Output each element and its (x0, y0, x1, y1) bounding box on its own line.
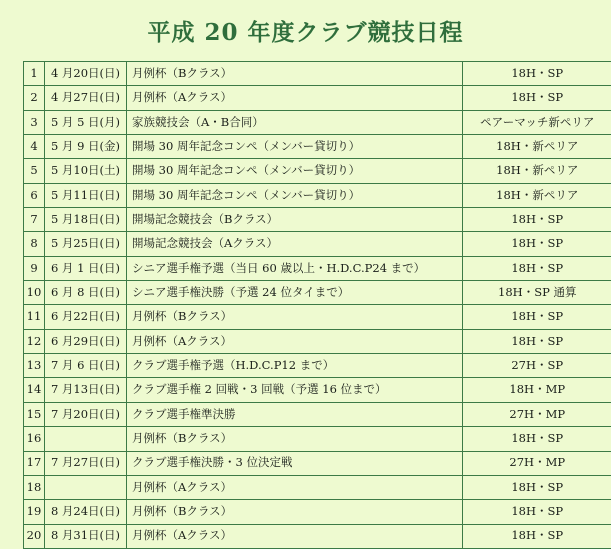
row-date: 6 月 1 日(日) (45, 256, 127, 280)
row-event: クラブ選手権 2 回戦・3 回戦（予選 16 位まで） (127, 378, 463, 402)
table-row (24, 305, 611, 329)
table-row (24, 402, 611, 426)
row-event: 月例杯（Aクラス） (127, 86, 463, 110)
row-format: 18H・SP (463, 329, 611, 353)
table-row (24, 256, 611, 280)
row-event: シニア選手権決勝（予選 24 位タイまで） (127, 281, 463, 305)
table-row (24, 135, 611, 159)
row-number: 1 (24, 62, 45, 86)
table-row (24, 183, 611, 207)
row-number: 5 (24, 159, 45, 183)
row-event: 月例杯（Aクラス） (127, 329, 463, 353)
row-number: 7 (24, 208, 45, 232)
row-date: 8 月24日(日) (45, 500, 127, 524)
row-format: 18H・SP (463, 427, 611, 451)
table-row (24, 329, 611, 353)
row-format: 27H・MP (463, 451, 611, 475)
row-date: 5 月25日(日) (45, 232, 127, 256)
row-event: 月例杯（Bクラス） (127, 500, 463, 524)
table-row (24, 208, 611, 232)
row-format: 18H・SP (463, 62, 611, 86)
row-date: 7 月20日(日) (45, 402, 127, 426)
row-number: 13 (24, 354, 45, 378)
row-date: 4 月27日(日) (45, 86, 127, 110)
row-format: 18H・新ペリア (463, 135, 611, 159)
row-number: 20 (24, 524, 45, 548)
table-row (24, 86, 611, 110)
row-format: 18H・新ペリア (463, 159, 611, 183)
row-number: 10 (24, 281, 45, 305)
row-date: 5 月 9 日(金) (45, 135, 127, 159)
row-event: 開場 30 周年記念コンペ（メンバー貸切り） (127, 135, 463, 159)
row-number: 3 (24, 110, 45, 134)
row-number: 19 (24, 500, 45, 524)
row-event: 月例杯（Bクラス） (127, 427, 463, 451)
row-date: 4 月20日(日) (45, 62, 127, 86)
row-event: 月例杯（Aクラス） (127, 524, 463, 548)
row-date: 5 月10日(土) (45, 159, 127, 183)
row-number: 14 (24, 378, 45, 402)
row-format: 18H・SP (463, 208, 611, 232)
table-row (24, 451, 611, 475)
row-event: 開場 30 周年記念コンペ（メンバー貸切り） (127, 183, 463, 207)
row-event: 月例杯（Bクラス） (127, 305, 463, 329)
row-format: 18H・SP (463, 232, 611, 256)
row-date (45, 475, 127, 499)
row-date: 8 月31日(日) (45, 524, 127, 548)
row-date: 6 月22日(日) (45, 305, 127, 329)
table-row (24, 427, 611, 451)
row-date: 7 月13日(日) (45, 378, 127, 402)
table-row (24, 475, 611, 499)
row-format: 18H・SP (463, 524, 611, 548)
table-row (24, 281, 611, 305)
row-event: シニア選手権予選（当日 60 歳以上・H.D.C.P24 まで） (127, 256, 463, 280)
row-date: 7 月 6 日(日) (45, 354, 127, 378)
row-format: 18H・SP (463, 500, 611, 524)
row-format: 27H・MP (463, 402, 611, 426)
row-event: クラブ選手権予選（H.D.C.P12 まで） (127, 354, 463, 378)
row-event: 月例杯（Aクラス） (127, 475, 463, 499)
table-row (24, 159, 611, 183)
row-number: 15 (24, 402, 45, 426)
row-format: 18H・SP (463, 256, 611, 280)
row-number: 17 (24, 451, 45, 475)
row-number: 4 (24, 135, 45, 159)
row-format: 18H・SP (463, 475, 611, 499)
row-format: 18H・SP 通算 (463, 281, 611, 305)
row-date: 6 月 8 日(日) (45, 281, 127, 305)
table-row (24, 524, 611, 548)
row-format: 27H・SP (463, 354, 611, 378)
row-number: 12 (24, 329, 45, 353)
row-number: 6 (24, 183, 45, 207)
row-event: 開場 30 周年記念コンペ（メンバー貸切り） (127, 159, 463, 183)
table-row (24, 378, 611, 402)
row-event: 開場記念競技会（Aクラス） (127, 232, 463, 256)
row-number: 16 (24, 427, 45, 451)
page-title: 平成 20 年度クラブ競技日程 (147, 19, 464, 46)
row-number: 8 (24, 232, 45, 256)
row-date (45, 427, 127, 451)
row-event: 家族競技会（A・B合同） (127, 110, 463, 134)
row-format: 18H・新ペリア (463, 183, 611, 207)
row-format: ペアーマッチ新ペリア (463, 110, 611, 134)
table-row (24, 62, 611, 86)
row-number: 9 (24, 256, 45, 280)
row-event: 開場記念競技会（Bクラス） (127, 208, 463, 232)
row-format: 18H・MP (463, 378, 611, 402)
table-row (24, 354, 611, 378)
row-date: 5 月11日(日) (45, 183, 127, 207)
row-date: 5 月18日(日) (45, 208, 127, 232)
row-event: クラブ選手権決勝・3 位決定戦 (127, 451, 463, 475)
row-number: 11 (24, 305, 45, 329)
row-date: 5 月 5 日(月) (45, 110, 127, 134)
row-event: 月例杯（Bクラス） (127, 62, 463, 86)
row-number: 2 (24, 86, 45, 110)
row-format: 18H・SP (463, 86, 611, 110)
row-number: 18 (24, 475, 45, 499)
row-format: 18H・SP (463, 305, 611, 329)
table-row (24, 110, 611, 134)
row-date: 6 月29日(日) (45, 329, 127, 353)
table-row (24, 232, 611, 256)
row-date: 7 月27日(日) (45, 451, 127, 475)
schedule-table (23, 61, 611, 549)
row-event: クラブ選手権準決勝 (127, 402, 463, 426)
schedule-body (24, 62, 611, 549)
table-row (24, 500, 611, 524)
